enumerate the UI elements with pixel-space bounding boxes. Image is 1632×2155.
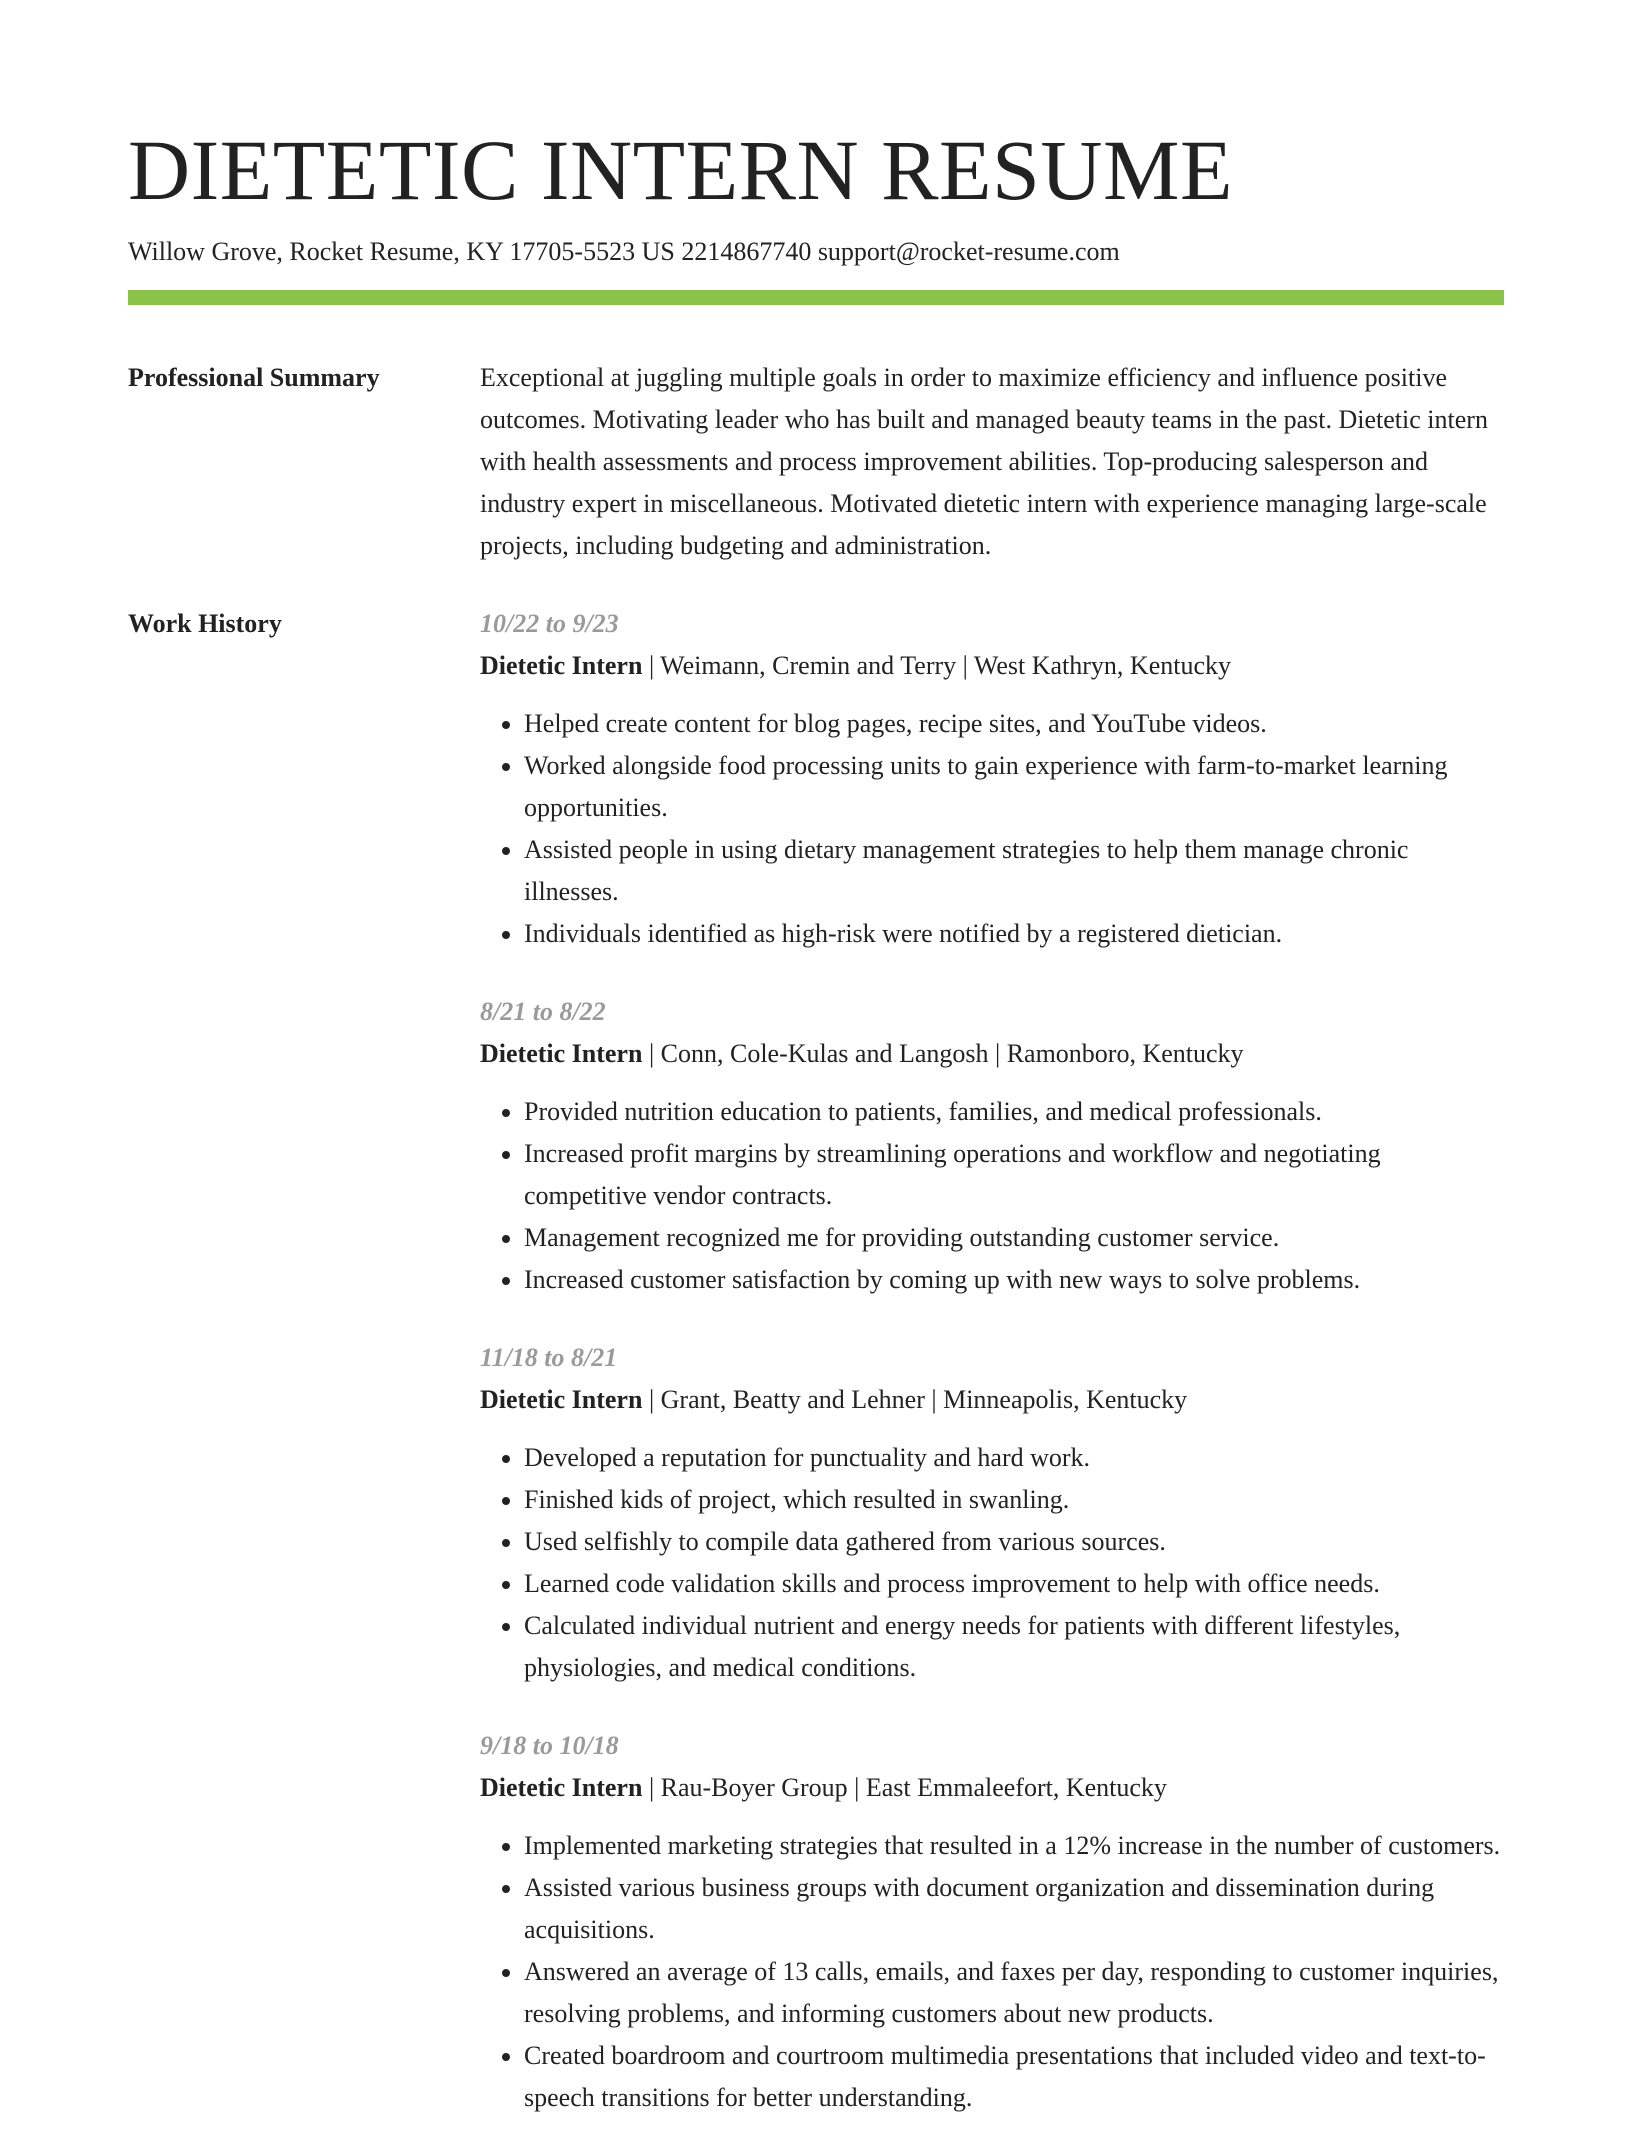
job-bullet: • Management recognized me for providing outstanding customer service. xyxy=(524,1217,1504,1259)
job-bullet: • Finished kids of project, which resulted in swanling. xyxy=(524,1479,1504,1521)
job-bullet: • Increased profit margins by streamlining operations and workflow and negotiating competitive vendor contracts. xyxy=(524,1133,1504,1217)
job-bullet: • Worked alongside food processing units to gain experience with farm-to-market learning opportunities. xyxy=(524,745,1504,829)
job-bullet: • Developed a reputation for punctuality and hard work. xyxy=(524,1437,1504,1479)
job-bullet: • Calculated individual nutrient and energy needs for patients with different lifestyles, physiologies, and medical conditions. xyxy=(524,1605,1504,1689)
job-bullets xyxy=(480,1091,1504,1301)
job-bullet: • Assisted people in using dietary management strategies to help them manage chronic illnesses. xyxy=(524,829,1504,913)
job-details: | Rau-Boyer Group | East Emmaleefort, Kentucky xyxy=(642,1773,1167,1802)
job-bullets xyxy=(480,1825,1504,2119)
job-title-line xyxy=(480,1379,1504,1421)
job-role: Dietetic Intern xyxy=(480,651,643,680)
job-details: | Conn, Cole-Kulas and Langosh | Ramonboro, Kentucky xyxy=(642,1039,1244,1068)
page-title: DIETETIC INTERN RESUME xyxy=(128,122,1233,218)
job-bullet: • Helped create content for blog pages, recipe sites, and YouTube videos. xyxy=(524,703,1504,745)
job-bullets xyxy=(480,703,1504,955)
work-history-heading: Work History xyxy=(128,609,282,638)
job-role: Dietetic Intern xyxy=(480,1039,643,1068)
resume-page xyxy=(128,118,1504,2155)
summary-text: Exceptional at juggling multiple goals in order to maximize efficiency and influence positive outcomes. Motivating leader who has built and managed beauty teams in the past. Dietetic intern with health assessments and process improvement abilities. Top-producing salesperson and industry expert in miscellaneous. Motivated dietetic intern with experience managing large-scale projects, including budgeting and administration. xyxy=(480,363,1488,560)
job-details: | Grant, Beatty and Lehner | Minneapolis, Kentucky xyxy=(642,1385,1188,1414)
job-dates: 11/18 to 8/21 xyxy=(480,1343,618,1372)
contact-line: Willow Grove, Rocket Resume, KY 17705-5523 US 2214867740 support@rocket-resume.com xyxy=(128,237,1120,266)
job-entry xyxy=(480,991,1504,1301)
job-details: | Weimann, Cremin and Terry | West Kathryn, Kentucky xyxy=(642,651,1231,680)
job-title-line xyxy=(480,645,1504,687)
work-history-body xyxy=(480,603,1504,2155)
job-role: Dietetic Intern xyxy=(480,1773,643,1802)
summary-body xyxy=(480,357,1504,567)
job-dates: 8/21 to 8/22 xyxy=(480,997,606,1026)
job-dates: 9/18 to 10/18 xyxy=(480,1731,619,1760)
job-title-line xyxy=(480,1033,1504,1075)
job-bullet: • Implemented marketing strategies that resulted in a 12% increase in the number of customers. xyxy=(524,1825,1504,1867)
job-bullet: • Increased customer satisfaction by coming up with new ways to solve problems. xyxy=(524,1259,1504,1301)
job-title-line xyxy=(480,1767,1504,1809)
job-bullet: • Used selfishly to compile data gathered from various sources. xyxy=(524,1521,1504,1563)
job-entry xyxy=(480,1337,1504,1689)
job-dates: 10/22 to 9/23 xyxy=(480,609,619,638)
job-bullet: • Created boardroom and courtroom multimedia presentations that included video and text-to-speech transitions for better understanding. xyxy=(524,2035,1504,2119)
job-bullet: • Learned code validation skills and process improvement to help with office needs. xyxy=(524,1563,1504,1605)
job-bullet: • Assisted various business groups with document organization and dissemination during acquisitions. xyxy=(524,1867,1504,1951)
job-bullet: • Provided nutrition education to patients, families, and medical professionals. xyxy=(524,1091,1504,1133)
work-history-section xyxy=(128,603,1504,2155)
job-bullet: • Answered an average of 13 calls, emails, and faxes per day, responding to customer inquiries, resolving problems, and informing customers about new products. xyxy=(524,1951,1504,2035)
job-entry xyxy=(480,603,1504,955)
job-bullet: • Individuals identified as high-risk were notified by a registered dietician. xyxy=(524,913,1504,955)
summary-heading: Professional Summary xyxy=(128,363,380,392)
job-bullets xyxy=(480,1437,1504,1689)
job-entry xyxy=(480,1725,1504,2119)
summary-section xyxy=(128,357,1504,567)
job-role: Dietetic Intern xyxy=(480,1385,643,1414)
header-divider xyxy=(128,290,1504,305)
